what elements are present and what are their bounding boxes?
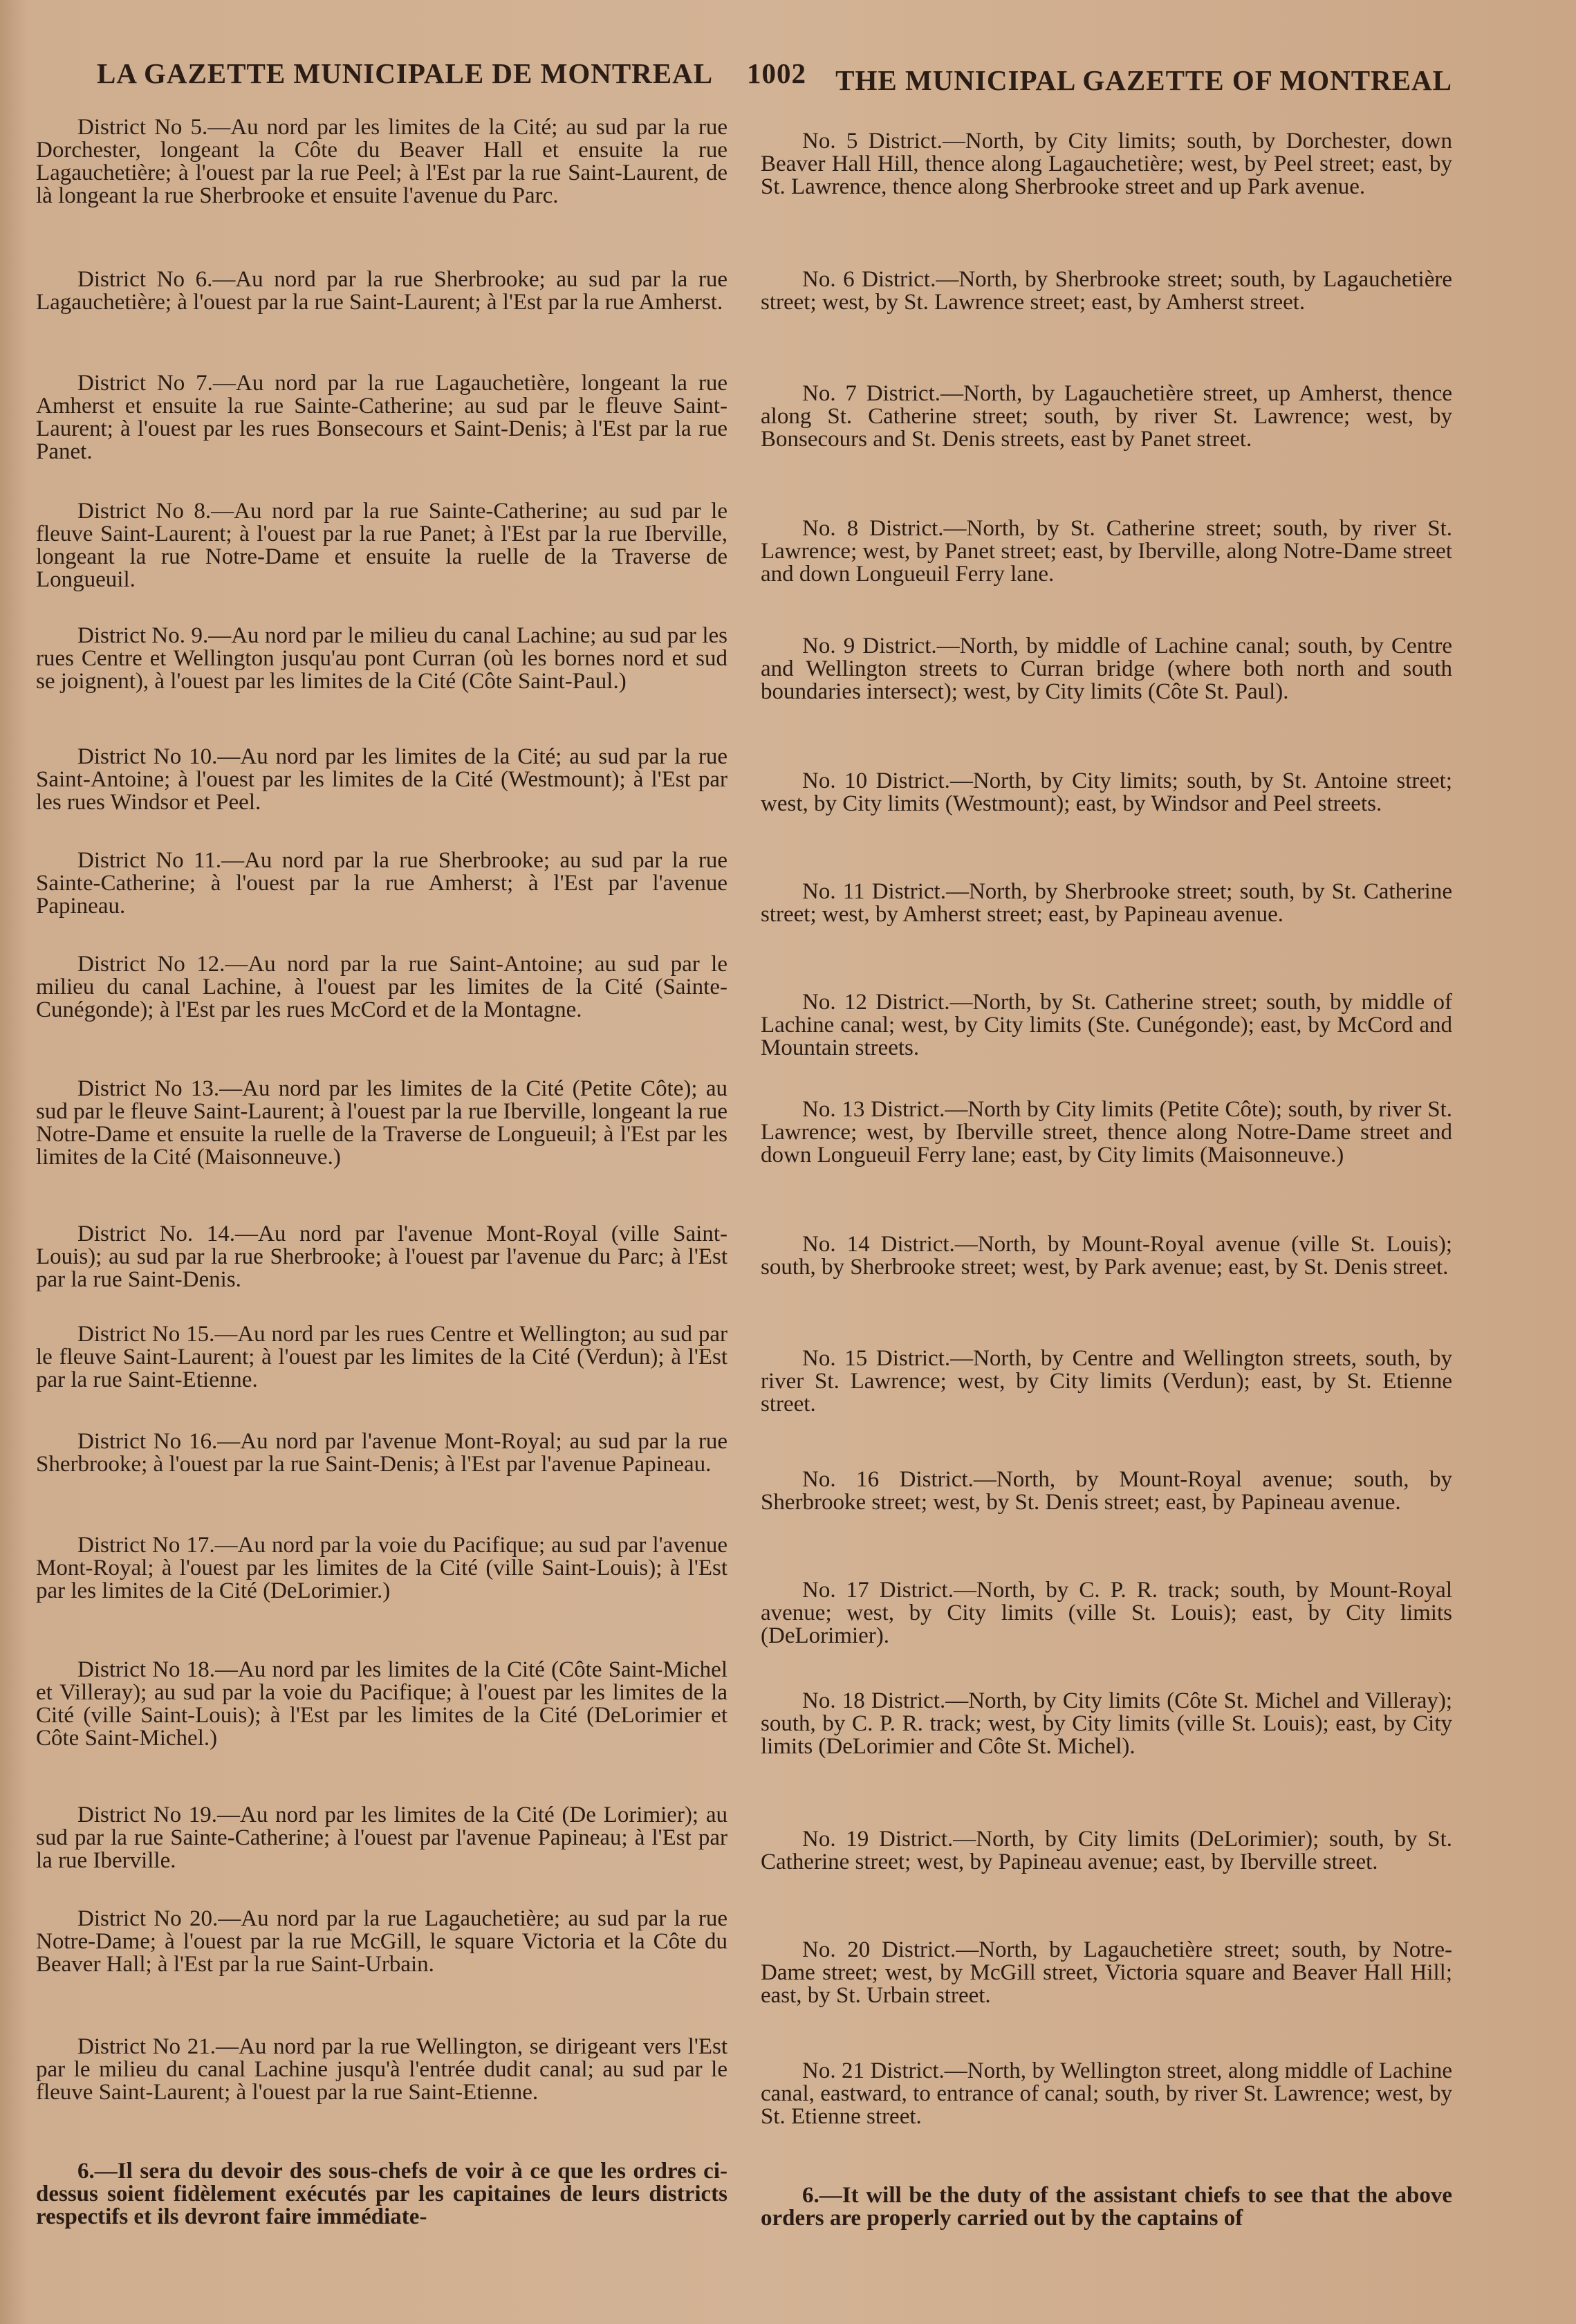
french-district-7: District No 7.—Au nord par la rue Lagauchetière, longeant la rue Amherst et ensuite la rue Sainte-Catherine; au sud par le fleuve Saint-Laurent; à l'ouest par les rues Bonsecours et Saint-Denis; à l'Est par la rue Panet. bbox=[36, 371, 727, 464]
french-district-12: District No 12.—Au nord par la rue Saint-Antoine; au sud par le milieu du canal Lachine, à l'ouest par les limites de la Cité (Sainte-Cunégonde); à l'Est par les rues McCord et de la Montagne. bbox=[36, 952, 727, 1022]
french-district-10: District No 10.—Au nord par les limites de la Cité; au sud par la rue Saint-Antoine; à l'ouest par les limites de la Cité (Westmount); à l'Est par les rues Windsor et Peel. bbox=[36, 744, 727, 815]
english-district-16: No. 16 District.—North, by Mount-Royal avenue; south, by Sherbrooke street; west, by St. Denis street; east, by Papineau avenue. bbox=[761, 1467, 1452, 1515]
english-district-13: No. 13 District.—North by City limits (Petite Côte); south, by river St. Lawrence; west, by Iberville street, thence along Notre-Dame street and down Longueuil Ferry lane; east, by City limits (Maisonneuve.) bbox=[761, 1097, 1452, 1168]
french-district-11: District No 11.—Au nord par la rue Sherbrooke; au sud par la rue Sainte-Catherine; à l'ouest par la rue Amherst; à l'Est par l'avenue Papineau. bbox=[36, 848, 727, 919]
english-district-10: No. 10 District.—North, by City limits; south, by St. Antoine street; west, by City limits (Westmount); east, by Windsor and Peel streets. bbox=[761, 768, 1452, 816]
english-district-14: No. 14 District.—North, by Mount-Royal avenue (ville St. Louis); south, by Sherbrooke street; west, by Park avenue; east, by St. Denis street. bbox=[761, 1232, 1452, 1280]
french-district-5: District No 5.—Au nord par les limites de la Cité; au sud par la rue Dorchester, longeant la Côte du Beaver Hall et ensuite la rue Lagauchetière; à l'ouest par la rue Peel; à l'Est par la rue Saint-Laurent, de là longeant la rue Sherbrooke et ensuite l'avenue du Parc. bbox=[36, 115, 727, 208]
english-district-7: No. 7 District.—North, by Lagauchetière street, up Amherst, thence along St. Catherine street; south, by river St. Lawrence; west, by Bonsecours and St. Denis streets, east by Panet street. bbox=[761, 381, 1452, 452]
english-district-19: No. 19 District.—North, by City limits (DeLorimier); south, by St. Catherine street; west, by Papineau avenue; east, by Iberville street. bbox=[761, 1827, 1452, 1874]
english-district-6: No. 6 District.—North, by Sherbrooke street; south, by Lagauchetière street; west, by St. Lawrence street; east, by Amherst street. bbox=[761, 267, 1452, 315]
french-district-9: District No. 9.—Au nord par le milieu du canal Lachine; au sud par les rues Centre et Wellington jusqu'au pont Curran (où les bornes nord et sud se joignent), à l'ouest par les limites de la Cité (Côte Saint-Paul.) bbox=[36, 623, 727, 694]
english-district-21: No. 21 District.—North, by Wellington street, along middle of Lachine canal, eastward, to entrance of canal; south, by river St. Lawrence; west, by St. Etienne street. bbox=[761, 2058, 1452, 2129]
french-district-6: District No 6.—Au nord par la rue Sherbrooke; au sud par la rue Lagauchetière; à l'ouest par la rue Saint-Laurent; à l'Est par la rue Amherst. bbox=[36, 267, 727, 315]
french-district-14: District No. 14.—Au nord par l'avenue Mont-Royal (ville Saint-Louis); au sud par la rue Sherbrooke; à l'ouest par l'avenue du Parc; à l'Est par la rue Saint-Denis. bbox=[36, 1221, 727, 1292]
header-english-title: THE MUNICIPAL GAZETTE OF MONTREAL bbox=[835, 64, 1452, 96]
english-district-11: No. 11 District.—North, by Sherbrooke street; south, by St. Catherine street; west, by Amherst street; east, by Papineau avenue. bbox=[761, 879, 1452, 927]
french-district-8: District No 8.—Au nord par la rue Sainte-Catherine; au sud par le fleuve Saint-Laurent; à l'ouest par la rue Panet; à l'Est par la rue Iberville, longeant la rue Notre-Dame et ensuite la ruelle de la Traverse de Longueuil. bbox=[36, 499, 727, 592]
english-district-15: No. 15 District.—North, by Centre and Wellington streets, south, by river St. Lawrence; west, by City limits (Verdun); east, by St. Etienne street. bbox=[761, 1346, 1452, 1417]
french-district-15: District No 15.—Au nord par les rues Centre et Wellington; au sud par le fleuve Saint-Laurent; à l'ouest par les limites de la Cité (Verdun); à l'Est par la rue Saint-Etienne. bbox=[36, 1322, 727, 1392]
french-article-6: 6.—Il sera du devoir des sous-chefs de voir à ce que les ordres ci-dessus soient fidèlement exécutés par les capitaines de leurs districts respectifs et ils devront faire immédiate- bbox=[36, 2159, 727, 2229]
french-district-21: District No 21.—Au nord par la rue Wellington, se dirigeant vers l'Est par le milieu du canal Lachine jusqu'à l'entrée dudit canal; au sud par le fleuve Saint-Laurent; à l'ouest par la rue Saint-Etienne. bbox=[36, 2034, 727, 2105]
french-district-18: District No 18.—Au nord par les limites de la Cité (Côte Saint-Michel et Villeray); au sud par la voie du Pacifique; à l'ouest par les limites de la Cité (ville Saint-Louis); à l'Est par les limites de la Cité (DeLorimier et Côte Saint-Michel.) bbox=[36, 1657, 727, 1751]
french-district-16: District No 16.—Au nord par l'avenue Mont-Royal; au sud par la rue Sherbrooke; à l'ouest par la rue Saint-Denis; à l'Est par l'avenue Papineau. bbox=[36, 1429, 727, 1477]
english-district-5: No. 5 District.—North, by City limits; south, by Dorchester, down Beaver Hall Hill, thence along Lagauchetière; west, by Peel street; east, by St. Lawrence, thence along Sherbrooke street and up Park avenue. bbox=[761, 129, 1452, 199]
french-district-17: District No 17.—Au nord par la voie du Pacifique; au sud par l'avenue Mont-Royal; à l'ouest par les limites de la Cité (ville Saint-Louis); à l'Est par les limites de la Cité (DeLorimier.) bbox=[36, 1533, 727, 1603]
english-district-12: No. 12 District.—North, by St. Catherine street; south, by middle of Lachine canal; west, by City limits (Ste. Cunégonde); east, by McCord and Mountain streets. bbox=[761, 990, 1452, 1060]
english-district-18: No. 18 District.—North, by City limits (Côte St. Michel and Villeray); south, by C. P. R. track; west, by City limits (ville St. Louis); east, by City limits (DeLorimier and Côte St. Michel). bbox=[761, 1688, 1452, 1759]
french-district-20: District No 20.—Au nord par la rue Lagauchetière; au sud par la rue Notre-Dame; à l'ouest par la rue McGill, le square Victoria et la Côte du Beaver Hall; à l'Est par la rue Saint-Urbain. bbox=[36, 1906, 727, 1977]
page-number: 1002 bbox=[747, 57, 806, 89]
english-article-6: 6.—It will be the duty of the assistant chiefs to see that the above orders are properly carried out by the captains of bbox=[761, 2183, 1452, 2231]
french-district-19: District No 19.—Au nord par les limites de la Cité (De Lorimier); au sud par la rue Sainte-Catherine; à l'ouest par l'avenue Papineau; à l'Est par la rue Iberville. bbox=[36, 1802, 727, 1873]
english-district-8: No. 8 District.—North, by St. Catherine street; south, by river St. Lawrence; west, by Panet street; east, by Iberville, along Notre-Dame street and down Longueuil Ferry lane. bbox=[761, 516, 1452, 587]
french-district-13: District No 13.—Au nord par les limites de la Cité (Petite Côte); au sud par le fleuve Saint-Laurent; à l'ouest par la rue Iberville, longeant la rue Notre-Dame et ensuite la ruelle de la Traverse de Longueuil; à l'Est par les limites de la Cité (Maisonneuve.) bbox=[36, 1076, 727, 1170]
english-district-17: No. 17 District.—North, by C. P. R. track; south, by Mount-Royal avenue; west, by City limits (ville St. Louis); east, by City limits (DeLorimier). bbox=[761, 1578, 1452, 1648]
page-header bbox=[97, 57, 1452, 105]
header-french-title: LA GAZETTE MUNICIPALE DE MONTREAL bbox=[97, 57, 714, 89]
english-district-9: No. 9 District.—North, by middle of Lachine canal; south, by Centre and Wellington streets to Curran bridge (where both north and south boundaries intersect); west, by City limits (Côte St. Paul). bbox=[761, 634, 1452, 704]
english-district-20: No. 20 District.—North, by Lagauchetière street; south, by Notre-Dame street; west, by McGill street, Victoria square and Beaver Hall Hill; east, by St. Urbain street. bbox=[761, 1937, 1452, 2008]
